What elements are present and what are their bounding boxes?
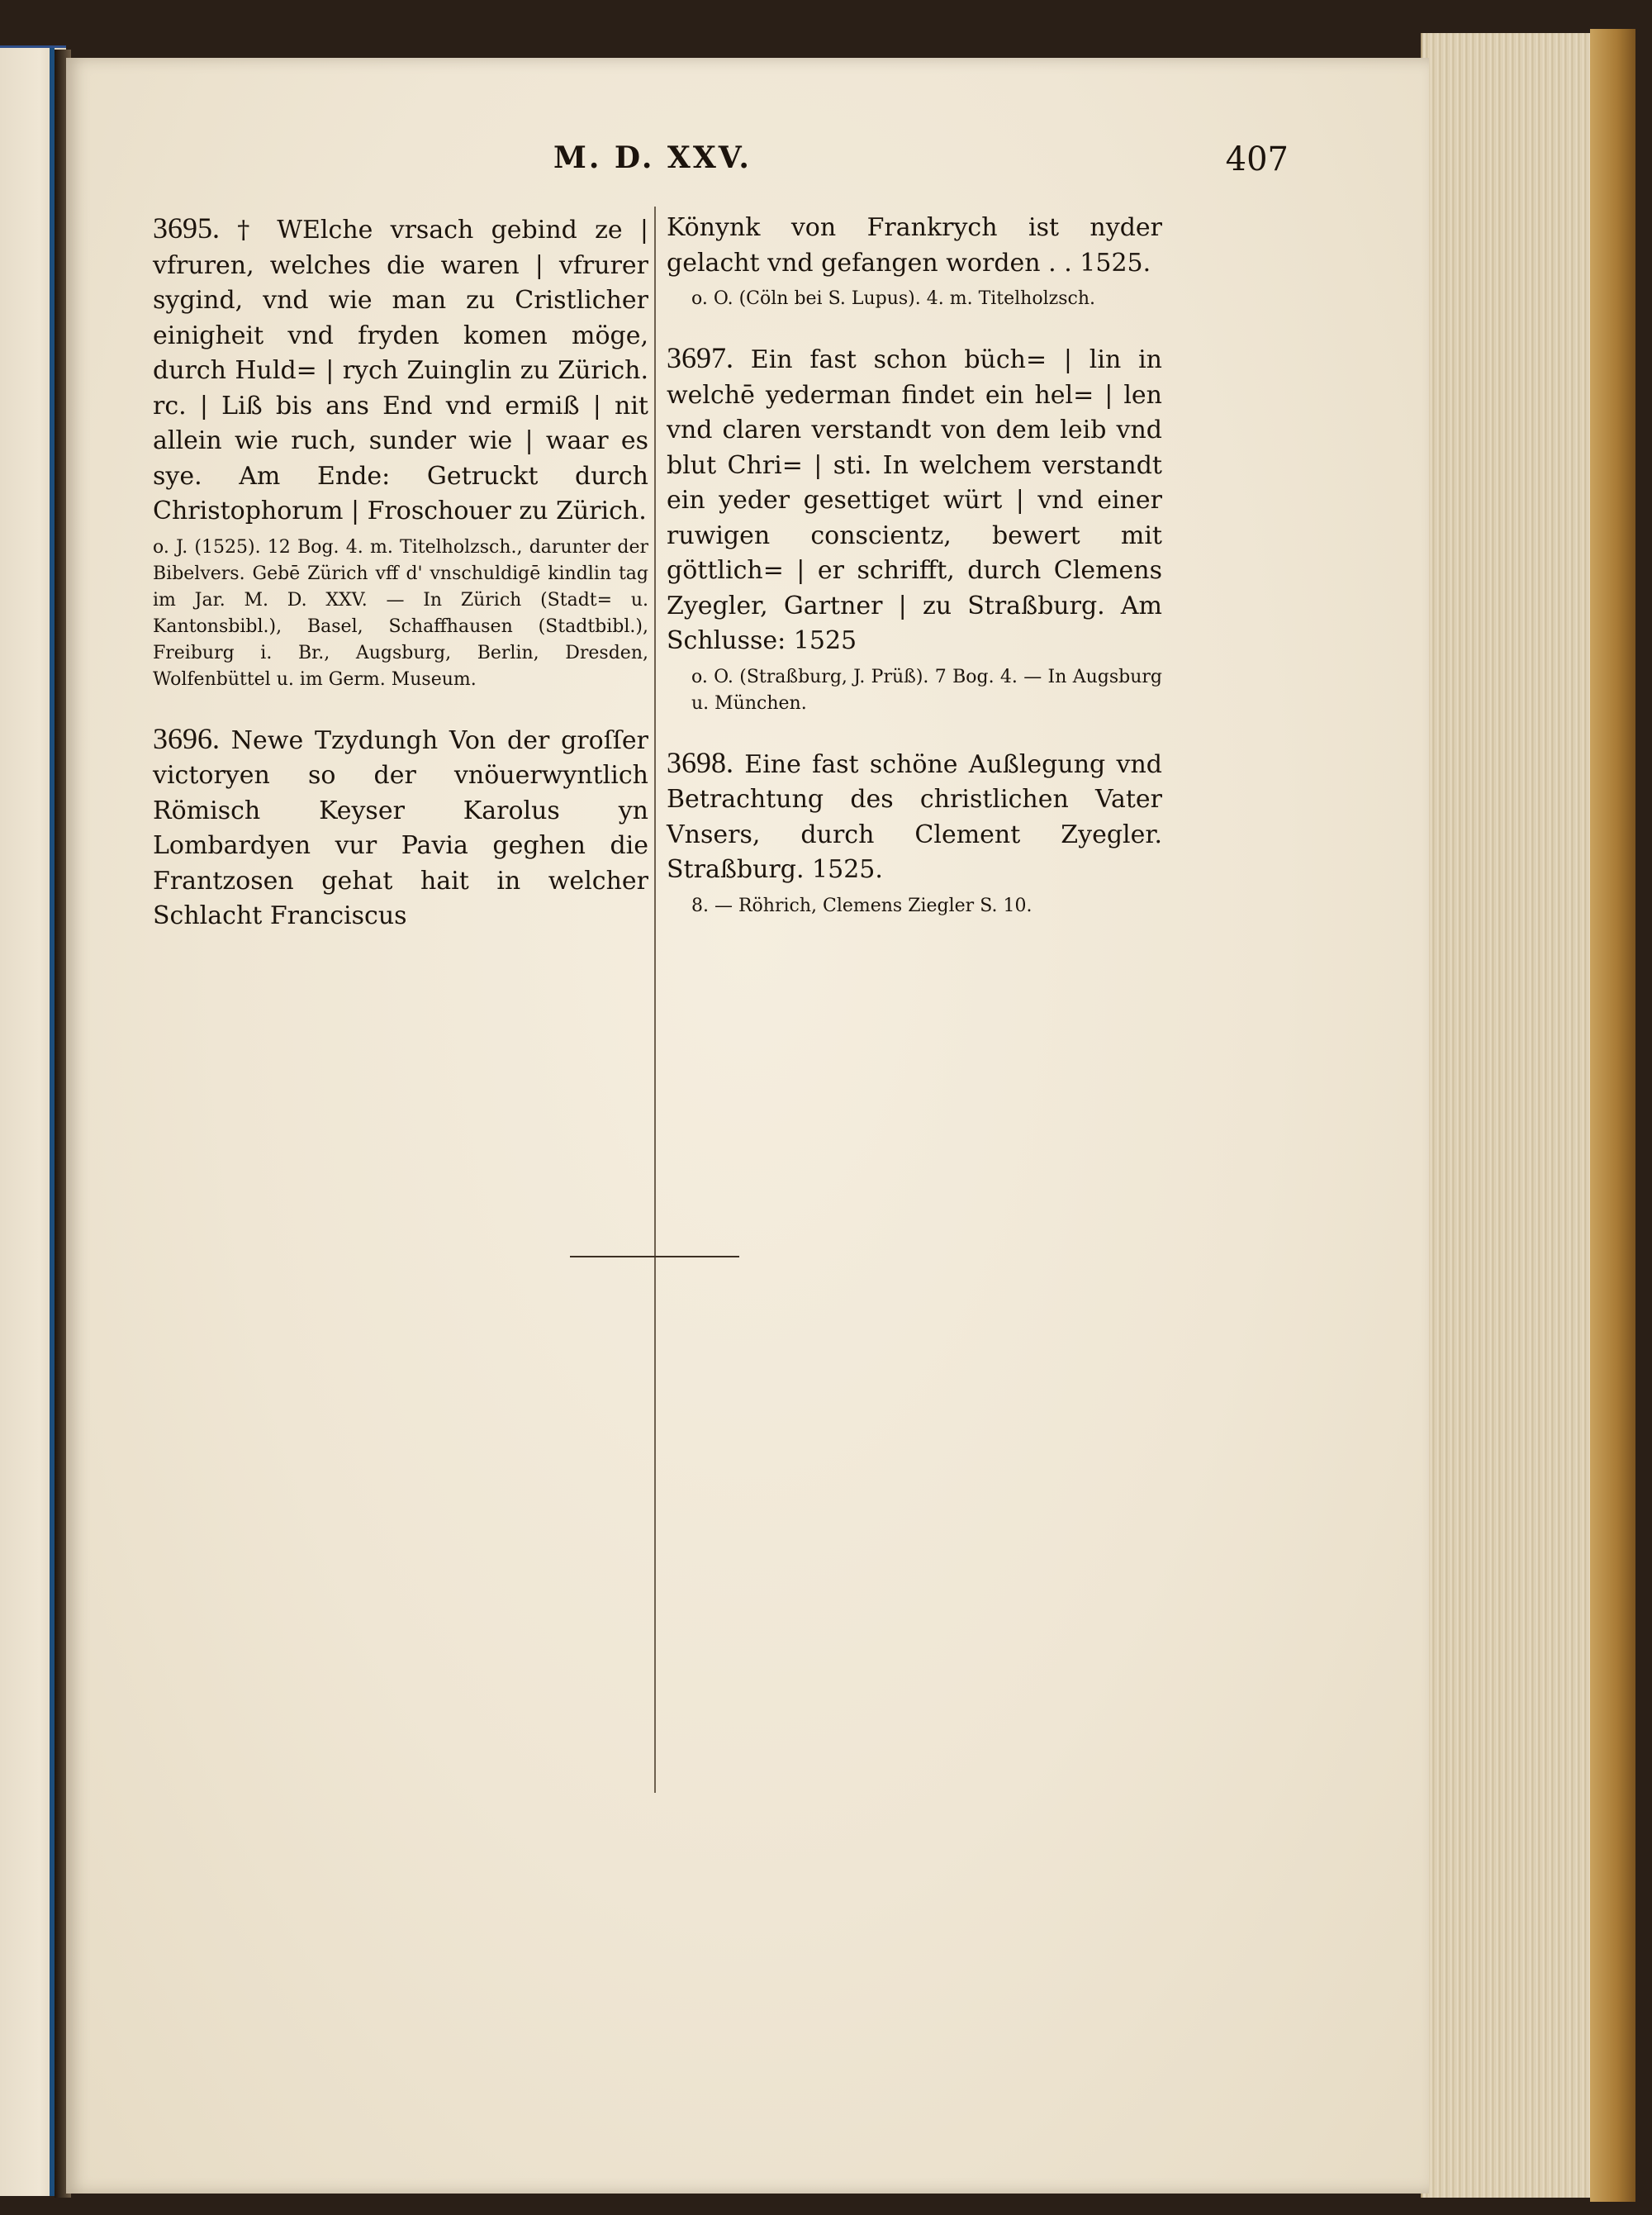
page-number: 407 — [1225, 140, 1289, 178]
entry-text: Ein fast schon büch= | lin in welchē yederman findet ein hel= | len vnd claren verstandt von dem leib vnd blut Chri= | sti. In welchem verstandt ein yeder gesettiget würt | vnd einer ruwigen conscientz, bewert mit göttlich= | er schrifft, durch Clemens Zyegler, Gartner | zu Straßburg. Am Schlusse: 1525 — [667, 345, 1162, 655]
column-divider — [654, 207, 656, 1793]
entry-3697 — [667, 340, 1162, 717]
entry-note: 8. — Röhrich, Clemens Ziegler S. 10. — [691, 895, 1032, 916]
entry-3696 — [153, 721, 648, 934]
entry-note: o. O. (Straßburg, J. Prüß). 7 Bog. 4. — In Augsburg u. München. — [691, 666, 1162, 714]
book-cover-edge — [1590, 29, 1635, 2202]
entry-text: Newe Tzydungh Von der groſſer victoryen so der vnöuerwyntlich Römisch Keyser Karolus yn Lombardyen vur Pavia geghen die Frantzosen gehat hait in welcher Schlacht Franciscus — [153, 725, 649, 930]
page-header — [66, 140, 1429, 190]
entry-number: 3696. — [153, 721, 220, 755]
entry-number: 3698. — [667, 745, 733, 779]
entry-number: 3697. — [667, 341, 733, 374]
entry-note: o. J. (1525). 12 Bog. 4. m. Titelholzsch., darunter der Bibelvers. Gebē Zürich vff d' vnschuldigē kindlin tag im Jar. M. D. XXV. — In Zürich (Stadt= u. Kantonsbibl.), Basel, Schaffhausen (Stadtbibl.), Freiburg i. Br., Augsburg, Berlin, Dresden, Wolfenbüttel u. im Germ. Museum. — [153, 536, 648, 690]
entry-3698 — [667, 745, 1162, 920]
entry-note: o. O. (Cöln bei S. Lupus). 4. m. Titelholzsch. — [691, 288, 1095, 309]
entry-3696-continued — [667, 211, 1162, 312]
entry-body — [667, 340, 1162, 659]
entry-body — [153, 721, 648, 934]
right-column — [667, 211, 1162, 948]
entry-text: Könynk von Frankrych ist nyder gelacht vnd gefangen worden . . 1525. — [667, 213, 1162, 278]
running-title: M. D. XXV. — [553, 140, 752, 175]
entry-body — [153, 211, 648, 530]
entry-3695 — [153, 211, 648, 693]
book-page — [66, 58, 1429, 2194]
entry-text: † WElche vrsach gebind ze | vfruren, welches die waren | vfrurer sygind, vnd wie man zu Cristlicher einigheit vnd fryden komen möge, durch Huld= | rych Zuinglin zu Zürich. rc. | Liß bis ans End vnd ermiß | nit allein wie ruch, sunder wie | waar es sye. Am Ende: Getruckt durch Christophorum | Froschouer zu Zürich. — [153, 216, 648, 525]
short-horizontal-rule — [570, 1256, 739, 1257]
entry-body — [667, 745, 1162, 888]
entry-text: Eine fast schöne Außlegung vnd Betrachtung des christlichen Vater Vnsers, durch Clement Zyegler. Straßburg. 1525. — [667, 749, 1162, 884]
entry-number: 3695. — [153, 212, 220, 245]
left-column — [153, 211, 648, 963]
